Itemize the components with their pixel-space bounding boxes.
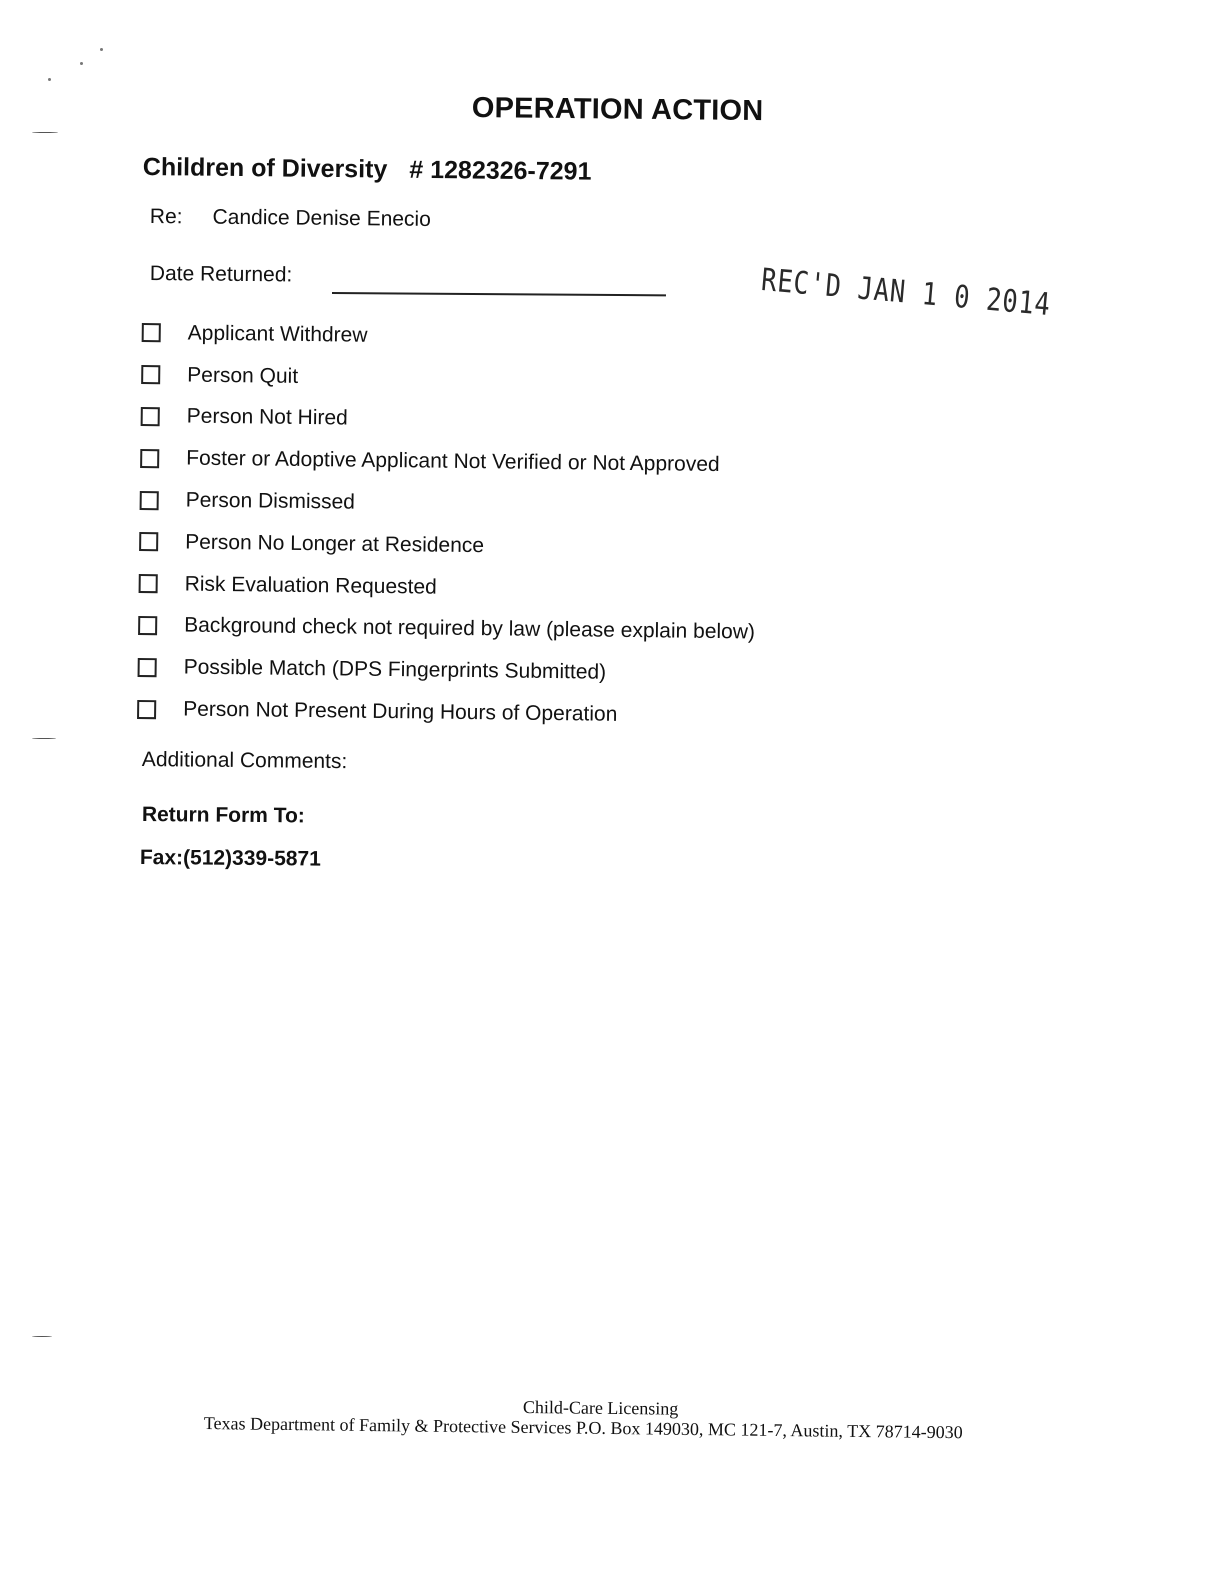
checklist-item-label: Applicant Withdrew — [187, 321, 368, 347]
checklist-item-label: Person No Longer at Residence — [185, 530, 485, 558]
scan-speck — [80, 62, 83, 65]
scan-mark — [32, 738, 56, 739]
checkbox[interactable] — [139, 574, 158, 593]
operation-number: # 1282326-7291 — [409, 155, 592, 186]
re-person-name: Candice Denise Enecio — [212, 205, 431, 231]
checkbox[interactable] — [141, 365, 160, 384]
checklist-item — [139, 479, 756, 528]
operation-name: Children of Diversity — [142, 153, 388, 184]
checklist-item-label: Person Quit — [187, 363, 299, 388]
date-returned-label: Date Returned: — [149, 262, 293, 287]
scan-mark — [32, 1336, 52, 1337]
fax-number: Fax:(512)339-5871 — [139, 846, 321, 871]
checklist-item — [139, 521, 756, 570]
checkbox[interactable] — [141, 407, 160, 426]
checkbox[interactable] — [140, 491, 159, 510]
checkbox[interactable] — [140, 449, 159, 468]
checkbox[interactable] — [138, 658, 157, 677]
checklist-item-label: Person Not Present During Hours of Operation — [183, 697, 618, 726]
checklist-item — [140, 437, 757, 486]
operation-header — [143, 153, 592, 187]
action-checklist — [137, 312, 759, 737]
checklist-item-label: Background check not required by law (please explain below) — [184, 614, 756, 644]
scan-speck — [48, 78, 51, 81]
checklist-item-label: Risk Evaluation Requested — [184, 572, 437, 599]
date-returned-field[interactable] — [332, 292, 666, 296]
checklist-item-label: Foster or Adoptive Applicant Not Verified or Not Approved — [186, 446, 720, 477]
checklist-item-label: Person Not Hired — [186, 405, 348, 431]
return-form-label: Return Form To: — [141, 803, 305, 828]
checkbox[interactable] — [138, 616, 157, 635]
re-line — [150, 205, 431, 232]
checklist-item — [137, 646, 754, 695]
checkbox[interactable] — [137, 700, 156, 719]
scan-mark — [32, 132, 58, 133]
received-date-stamp: REC'D JAN 1 0 2014 — [759, 262, 1053, 324]
additional-comments-label: Additional Comments: — [141, 748, 348, 774]
form-title: OPERATION ACTION — [471, 92, 764, 128]
scan-speck — [100, 48, 103, 51]
checkbox[interactable] — [139, 532, 158, 551]
checklist-item-label: Person Dismissed — [185, 488, 356, 514]
checkbox[interactable] — [142, 323, 161, 342]
re-label: Re: — [149, 205, 183, 229]
footer-agency-address: Texas Department of Family & Protective Services P.O. Box 149030, MC 121-7, Austin, TX 78714-9030 — [203, 1413, 963, 1443]
checklist-item — [137, 688, 754, 737]
checklist-item-label: Possible Match (DPS Fingerprints Submitted) — [183, 655, 607, 684]
checklist-item — [138, 563, 755, 612]
checklist-item — [141, 312, 758, 361]
footer-agency-division: Child-Care Licensing — [522, 1397, 679, 1419]
